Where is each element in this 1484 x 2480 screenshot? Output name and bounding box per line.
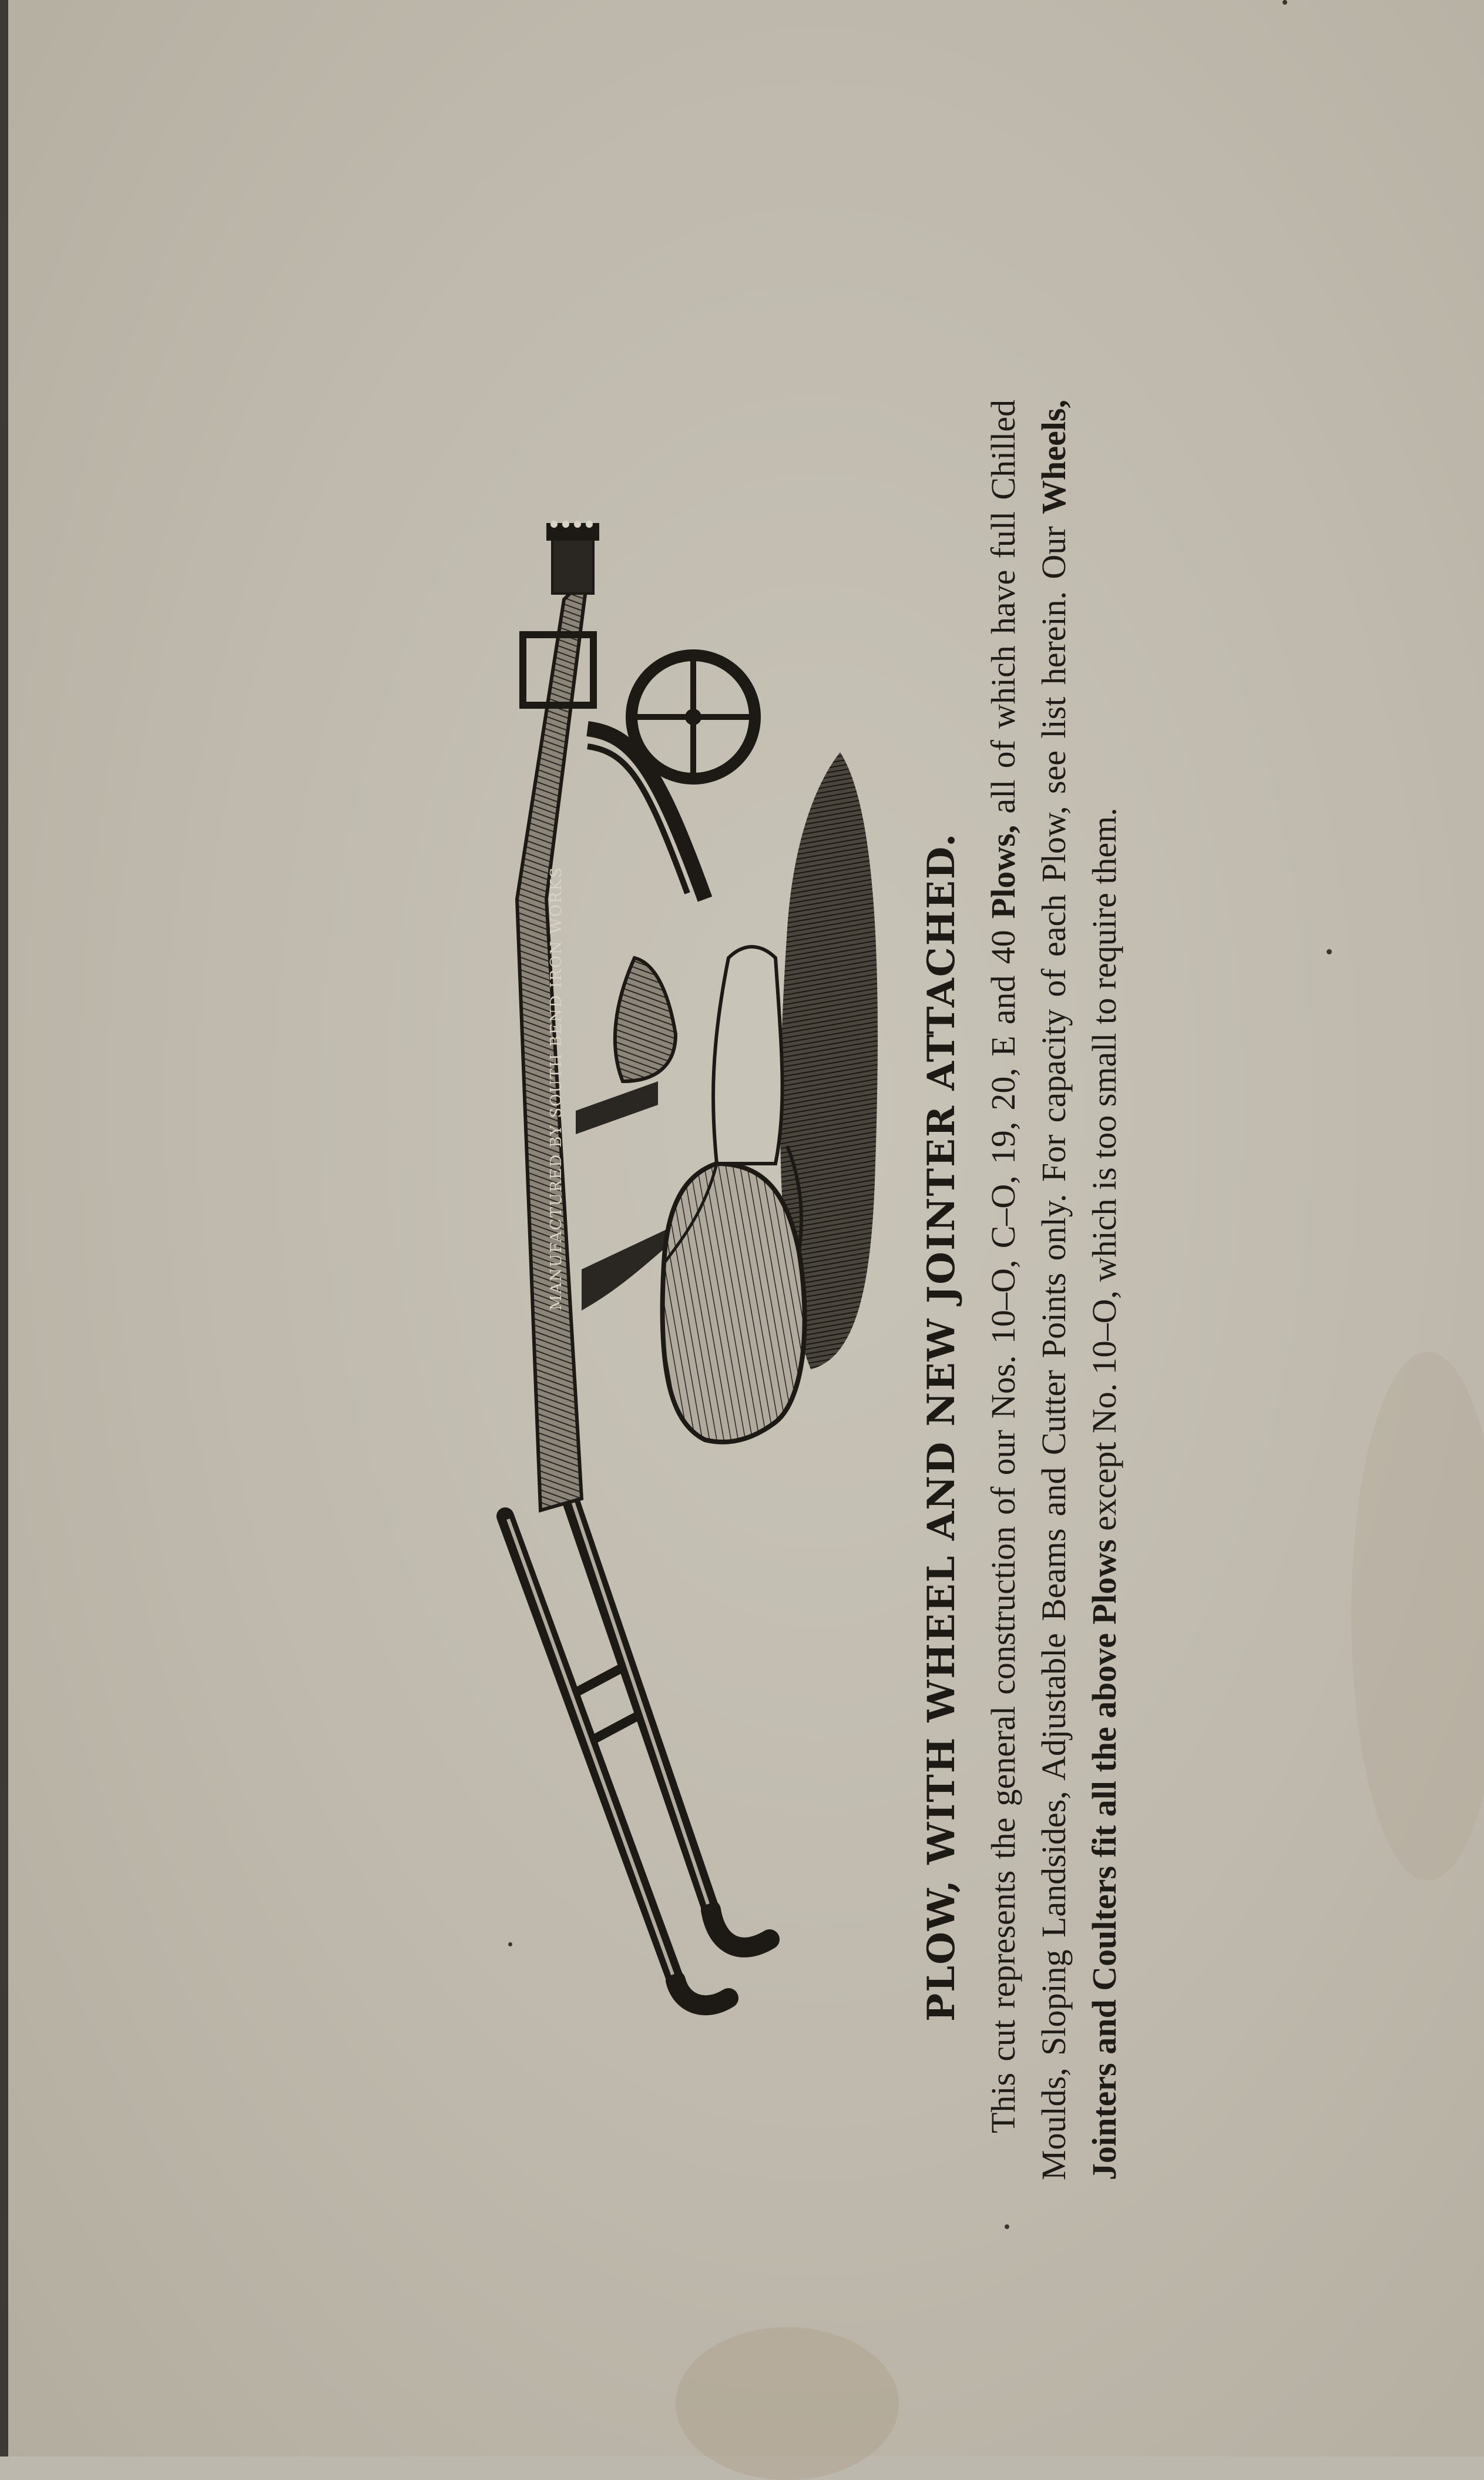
description-plows-bold: Plows, [984,825,1022,919]
plow-engraving [329,458,946,2045]
description-emphasis: Wheels, Jointers and Coulters fit all the above Plows [1035,400,1123,2180]
beam-inscription: MANUFACTURED BY SOUTH BEND IRON WORKS [548,866,565,1311]
page-title: PLOW, WITH WHEEL AND NEW JOINTER ATTACHED. [919,832,963,2022]
plow-handles [505,1481,770,2005]
plow-jointer [576,958,676,1134]
plow-wheel [587,655,755,899]
description-paragraph [978,400,1130,2180]
description-part2: all of which have full Chilled Moulds, Sloping Landsides, Adjustable Beams and Cutter Points only. For capacity of each Plow, see list herein. Our [984,399,1073,2180]
description-part1: This cut represents the general construction of our Nos. 10–O, C–O, 19, 20, E and 40 [984,930,1022,2133]
description-part3: except No. 10–O, which is too small to require them. [1085,807,1123,1531]
